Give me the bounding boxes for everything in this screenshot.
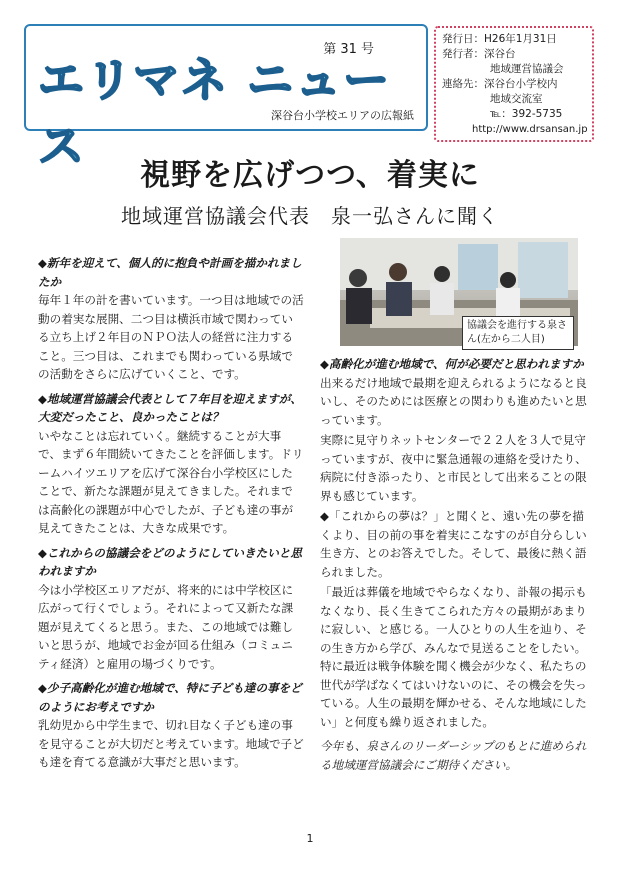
contact-room: 地域交流室: [490, 93, 543, 105]
closing-remark: 今年も、泉さんのリーダーシップのもとに進められる地域運営協議会にご期待ください。: [320, 739, 587, 772]
masthead: [24, 24, 428, 173]
question-heading: ◆地域運営協議会代表として７年目を迎えますが、大変だったこと、良かったことは？: [38, 391, 302, 424]
answer-paragraph: 毎年１年の計を書いています。一つ目は地域での活動の着実な展開、二つ目は横浜市域で関わっている立ち上げ２年目のＮＰＯ法人の経営に注力すること。三つ目は、これまでも関わっている県域での活動をさらに広げていくこと、です。: [38, 293, 304, 381]
subheadline: 地域運営協議会代表 泉一弘さんに聞く: [121, 204, 499, 228]
page-number: 1: [306, 832, 314, 845]
question-heading: ◆これからの協議会をどのようにしていきたいと思われますか: [38, 545, 302, 578]
answer-paragraph: 今は小学校区エリアだが、将来的には中学校区に広がって行くでしょう。それによって又新たな課題が見えてくると思う。また、この地域では難しいと思うが、地域でお金が回る仕組み（コミュニティ経済）と雇用の場づくりです。: [38, 582, 294, 671]
answer-paragraph: 乳幼児から中学生まで、切れ目なく子ども達の事を見守ることが大切だと考えています。地域で子ども達を育てる意識が大事だと思います。: [38, 718, 304, 769]
question-heading: ◆少子高齢化が進む地域で、特に子ども達の事をどのようにお考えですか: [38, 681, 302, 714]
newsletter-subtitle: 深谷台小学校エリアの広報紙: [271, 109, 414, 122]
answer-paragraph: 出来るだけ地域で最期を迎えられるようになると良いし、そのためには医療との関わりも進めたいと思っています。: [320, 375, 587, 427]
answer-paragraph: いやなことは忘れていく。継続することが大事で、まず６年間続いてきたことを評価します。ドリームハイツエリアを広げて深谷台小学校区にしたことで、新たな課題が見えてきました。それまでは高齢化の課題が中心でしたが、子ども達の事が見えてきたことは、大きな成果です。: [38, 428, 304, 535]
telephone: ℡：392-5735: [490, 108, 563, 120]
publish-date: 発行日：H26年1月31日: [442, 33, 557, 45]
question-heading: ◆新年を迎えて、個人的に抱負や計画を描かれましたか: [38, 256, 302, 289]
issue-number: 第 31 号: [323, 42, 374, 57]
newsletter-title: エリマネ ニュース: [38, 53, 392, 173]
answer-paragraph: ◆「これからの夢は？」と聞くと、遠い先の夢を描くより、目の前の事を着実にこなすのが自分らしい生き方、とのお答えでした。そして、最後に熱く語られました。: [320, 509, 587, 579]
headline: 視野を広げつつ、着実に: [140, 158, 480, 193]
answer-paragraph: 「最近は葬儀を地域でやらなくなり、訃報の掲示もなくなり、長く生きてこられた方々の最期があまりに寂しい、と感じる。一人ひとりの人生を辿り、その生き方から学び、みんなで見送ることをしたい。特に最近は戦争体験を聞く機会が少なく、私たちの世代が学ばなくてはいけないのに、その機会を失っている。人生の最期を輝かせる、そんな地域にしたい」と何度も繰り返されました。: [320, 585, 587, 729]
left-column: [38, 254, 304, 774]
answer-paragraph: 実際に見守りネットセンターで２２人を３人で見守っていますが、夜中に緊急通報の連絡を受けたり、病院に付き添ったり、と市民として出来ることの限界も感じています。: [320, 433, 587, 503]
right-column: [320, 355, 588, 774]
publication-info-box: [434, 26, 594, 142]
question-heading: ◆高齢化が進む地域で、何が必要だと思われますか: [320, 357, 584, 371]
publisher: 発行者：深谷台: [442, 48, 516, 60]
website-url: http://www.drsansan.jp: [472, 124, 588, 135]
photo-caption: 協議会を進行する泉さん(左から二人目): [462, 316, 574, 350]
contact: 連絡先：深谷台小学校内: [442, 78, 558, 90]
publisher-org: 地域運営協議会: [490, 63, 564, 75]
